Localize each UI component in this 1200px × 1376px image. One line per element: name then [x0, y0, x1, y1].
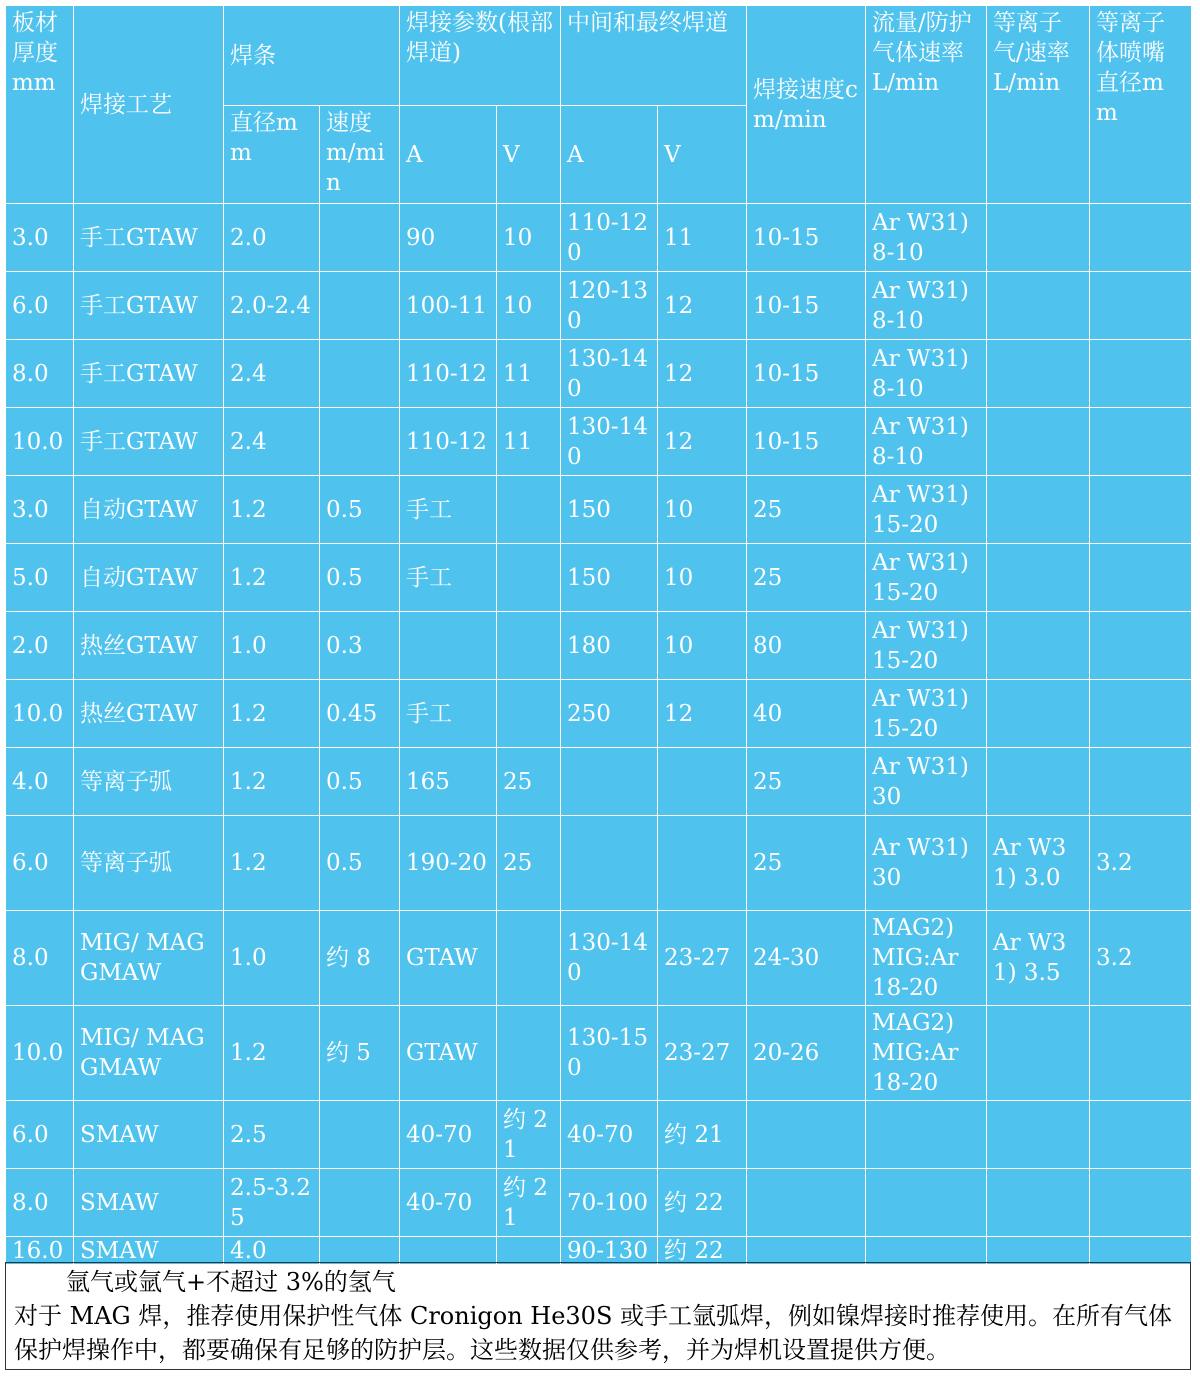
- header-diameter: 直径mm: [224, 106, 320, 204]
- cell-process: 自动GTAW: [74, 544, 224, 612]
- cell-fill-volts: 23-27: [658, 911, 747, 1006]
- cell-thickness: 8.0: [6, 340, 74, 408]
- cell-gas-flow: Ar W31) 8-10: [866, 204, 987, 272]
- cell-weld-speed: 40: [747, 680, 866, 748]
- cell-thickness: 3.0: [6, 476, 74, 544]
- table-row: [6, 911, 1192, 1006]
- cell-weld-speed: [747, 1101, 866, 1169]
- cell-root-volts: 25: [497, 816, 561, 911]
- cell-thickness: 8.0: [6, 911, 74, 1006]
- cell-process: 手工GTAW: [74, 204, 224, 272]
- table-row: [6, 1006, 1192, 1101]
- cell-feed-speed: 约 5: [320, 1006, 400, 1101]
- welding-parameters-table: [5, 5, 1192, 1265]
- cell-plasma-gas: [987, 204, 1090, 272]
- cell-gas-flow: [866, 1169, 987, 1237]
- cell-process: 手工GTAW: [74, 272, 224, 340]
- cell-feed-speed: [320, 1169, 400, 1237]
- cell-root-volts: 约 21: [497, 1169, 561, 1237]
- cell-diameter: 1.2: [224, 544, 320, 612]
- cell-root-volts: [497, 1237, 561, 1265]
- cell-diameter: 1.2: [224, 748, 320, 816]
- cell-thickness: 2.0: [6, 612, 74, 680]
- cell-process: SMAW: [74, 1169, 224, 1237]
- header-root-amps: A: [400, 106, 497, 204]
- cell-feed-speed: 0.5: [320, 476, 400, 544]
- cell-feed-speed: 0.45: [320, 680, 400, 748]
- cell-diameter: 4.0: [224, 1237, 320, 1265]
- cell-fill-volts: 12: [658, 408, 747, 476]
- cell-root-amps: 90: [400, 204, 497, 272]
- table-body: [6, 204, 1192, 1265]
- table-row: [6, 748, 1192, 816]
- footnote-gas: 氩气或氩气+不超过 3%的氢气: [66, 1268, 396, 1296]
- cell-diameter: 1.2: [224, 476, 320, 544]
- cell-thickness: 10.0: [6, 1006, 74, 1101]
- cell-weld-speed: 10-15: [747, 204, 866, 272]
- cell-thickness: 6.0: [6, 1101, 74, 1169]
- cell-plasma-gas: [987, 476, 1090, 544]
- cell-fill-volts: 约 22: [658, 1237, 747, 1265]
- cell-gas-flow: Ar W31) 15-20: [866, 544, 987, 612]
- cell-plasma-nozzle: [1090, 1169, 1192, 1237]
- cell-plasma-nozzle: [1090, 1006, 1192, 1101]
- cell-weld-speed: 24-30: [747, 911, 866, 1006]
- cell-fill-amps: [561, 816, 658, 911]
- cell-root-amps: [400, 1237, 497, 1265]
- cell-process: 自动GTAW: [74, 476, 224, 544]
- table-row: [6, 476, 1192, 544]
- header-gas-flow: 流量/防护气体速率L/min: [866, 6, 987, 204]
- cell-fill-volts: 12: [658, 680, 747, 748]
- cell-thickness: 10.0: [6, 408, 74, 476]
- cell-thickness: 16.0: [6, 1237, 74, 1265]
- cell-weld-speed: 80: [747, 612, 866, 680]
- cell-root-amps: 165: [400, 748, 497, 816]
- cell-plasma-gas: [987, 748, 1090, 816]
- cell-plasma-gas: [987, 340, 1090, 408]
- cell-root-volts: [497, 680, 561, 748]
- cell-fill-volts: 10: [658, 476, 747, 544]
- cell-plasma-nozzle: 3.2: [1090, 816, 1192, 911]
- cell-feed-speed: 0.3: [320, 612, 400, 680]
- cell-fill-amps: 120-130: [561, 272, 658, 340]
- cell-thickness: 10.0: [6, 680, 74, 748]
- cell-gas-flow: Ar W31) 8-10: [866, 408, 987, 476]
- cell-gas-flow: Ar W31) 30: [866, 748, 987, 816]
- cell-diameter: 1.2: [224, 1006, 320, 1101]
- cell-gas-flow: [866, 1237, 987, 1265]
- cell-feed-speed: 0.5: [320, 816, 400, 911]
- cell-fill-amps: [561, 748, 658, 816]
- cell-fill-volts: 10: [658, 612, 747, 680]
- cell-root-volts: [497, 476, 561, 544]
- header-thickness: 板材厚度mm: [6, 6, 74, 204]
- cell-process: SMAW: [74, 1101, 224, 1169]
- table-row: [6, 272, 1192, 340]
- cell-fill-amps: 130-140: [561, 340, 658, 408]
- cell-gas-flow: MAG2) MIG:Ar 18-20: [866, 1006, 987, 1101]
- cell-diameter: 2.5-3.25: [224, 1169, 320, 1237]
- cell-weld-speed: 25: [747, 476, 866, 544]
- header-fill-volts: V: [658, 106, 747, 204]
- cell-plasma-nozzle: [1090, 340, 1192, 408]
- cell-feed-speed: [320, 1101, 400, 1169]
- cell-root-amps: GTAW: [400, 911, 497, 1006]
- cell-root-amps: 40-70: [400, 1169, 497, 1237]
- cell-fill-volts: [658, 816, 747, 911]
- table-row: [6, 612, 1192, 680]
- header-plasma-gas: 等离子气/速率L/min: [987, 6, 1090, 204]
- cell-plasma-gas: [987, 1237, 1090, 1265]
- cell-fill-amps: 130-150: [561, 1006, 658, 1101]
- cell-weld-speed: 25: [747, 748, 866, 816]
- cell-diameter: 2.0-2.4: [224, 272, 320, 340]
- cell-root-amps: 190-20: [400, 816, 497, 911]
- cell-root-amps: 40-70: [400, 1101, 497, 1169]
- cell-process: 手工GTAW: [74, 408, 224, 476]
- cell-diameter: 1.2: [224, 680, 320, 748]
- cell-plasma-gas: [987, 612, 1090, 680]
- table-row: [6, 680, 1192, 748]
- cell-fill-amps: 130-140: [561, 911, 658, 1006]
- table-row: [6, 204, 1192, 272]
- cell-gas-flow: Ar W31) 15-20: [866, 612, 987, 680]
- cell-plasma-gas: [987, 408, 1090, 476]
- cell-feed-speed: 0.5: [320, 544, 400, 612]
- cell-feed-speed: 约 8: [320, 911, 400, 1006]
- cell-diameter: 1.0: [224, 911, 320, 1006]
- cell-thickness: 6.0: [6, 816, 74, 911]
- cell-process: 热丝GTAW: [74, 680, 224, 748]
- cell-gas-flow: Ar W31) 30: [866, 816, 987, 911]
- cell-plasma-gas: Ar W31) 3.0: [987, 816, 1090, 911]
- cell-thickness: 6.0: [6, 272, 74, 340]
- cell-plasma-nozzle: [1090, 204, 1192, 272]
- cell-weld-speed: [747, 1169, 866, 1237]
- cell-diameter: 2.4: [224, 408, 320, 476]
- header-feed-speed: 速度m/min: [320, 106, 400, 204]
- header-fill-amps: A: [561, 106, 658, 204]
- cell-root-volts: 25: [497, 748, 561, 816]
- cell-fill-amps: 130-140: [561, 408, 658, 476]
- cell-plasma-gas: [987, 1101, 1090, 1169]
- cell-root-volts: 10: [497, 272, 561, 340]
- cell-diameter: 1.2: [224, 816, 320, 911]
- cell-weld-speed: 25: [747, 544, 866, 612]
- header-root-volts: V: [497, 106, 561, 204]
- cell-thickness: 4.0: [6, 748, 74, 816]
- table-row: [6, 1101, 1192, 1169]
- cell-fill-volts: 11: [658, 204, 747, 272]
- cell-plasma-nozzle: [1090, 1101, 1192, 1169]
- cell-root-amps: 手工: [400, 476, 497, 544]
- cell-fill-volts: 约 21: [658, 1101, 747, 1169]
- cell-fill-amps: 70-100: [561, 1169, 658, 1237]
- cell-fill-amps: 250: [561, 680, 658, 748]
- cell-fill-volts: 约 22: [658, 1169, 747, 1237]
- header-plasma-nozzle: 等离子体喷嘴直径mm: [1090, 6, 1192, 204]
- cell-feed-speed: [320, 340, 400, 408]
- table-row: [6, 544, 1192, 612]
- cell-root-amps: [400, 612, 497, 680]
- cell-fill-amps: 150: [561, 476, 658, 544]
- header-process: 焊接工艺: [74, 6, 224, 204]
- cell-gas-flow: Ar W31) 8-10: [866, 272, 987, 340]
- cell-plasma-nozzle: [1090, 476, 1192, 544]
- cell-diameter: 2.0: [224, 204, 320, 272]
- cell-plasma-nozzle: [1090, 544, 1192, 612]
- cell-plasma-gas: Ar W31) 3.5: [987, 911, 1090, 1006]
- cell-weld-speed: 10-15: [747, 340, 866, 408]
- cell-weld-speed: [747, 1237, 866, 1265]
- cell-root-volts: [497, 1006, 561, 1101]
- cell-feed-speed: 0.5: [320, 748, 400, 816]
- cell-weld-speed: 10-15: [747, 272, 866, 340]
- cell-process: SMAW: [74, 1237, 224, 1265]
- cell-process: 手工GTAW: [74, 340, 224, 408]
- cell-root-volts: 11: [497, 408, 561, 476]
- cell-fill-amps: 90-130: [561, 1237, 658, 1265]
- table-row: [6, 340, 1192, 408]
- cell-process: 等离子弧: [74, 816, 224, 911]
- cell-root-volts: [497, 911, 561, 1006]
- cell-fill-volts: 12: [658, 340, 747, 408]
- cell-process: MIG/ MAG GMAW: [74, 911, 224, 1006]
- footnote-mag: 对于 MAG 焊，推荐使用保护性气体 Cronigon He30S 或手工氩弧焊，例如镍焊接时推荐使用。在所有气体保护焊操作中，都要确保有足够的防护层。这些数据仅供参考，并为焊机设置提供方便。: [14, 1302, 1173, 1364]
- cell-process: 等离子弧: [74, 748, 224, 816]
- cell-root-amps: 手工: [400, 544, 497, 612]
- cell-plasma-nozzle: [1090, 680, 1192, 748]
- cell-plasma-nozzle: [1090, 272, 1192, 340]
- cell-diameter: 1.0: [224, 612, 320, 680]
- table-row: [6, 1237, 1192, 1265]
- cell-root-amps: 110-12: [400, 340, 497, 408]
- cell-diameter: 2.5: [224, 1101, 320, 1169]
- header-electrode: 焊条: [224, 6, 400, 106]
- cell-plasma-nozzle: 3.2: [1090, 911, 1192, 1006]
- cell-weld-speed: 20-26: [747, 1006, 866, 1101]
- cell-feed-speed: [320, 272, 400, 340]
- cell-gas-flow: [866, 1101, 987, 1169]
- cell-plasma-gas: [987, 272, 1090, 340]
- cell-diameter: 2.4: [224, 340, 320, 408]
- cell-root-volts: [497, 544, 561, 612]
- cell-gas-flow: Ar W31) 15-20: [866, 476, 987, 544]
- cell-thickness: 5.0: [6, 544, 74, 612]
- cell-plasma-gas: [987, 1006, 1090, 1101]
- cell-fill-volts: 12: [658, 272, 747, 340]
- header-fill-passes: 中间和最终焊道: [561, 6, 747, 106]
- table-row: [6, 816, 1192, 911]
- cell-gas-flow: Ar W31) 15-20: [866, 680, 987, 748]
- cell-plasma-nozzle: [1090, 1237, 1192, 1265]
- footnote-box: [5, 1262, 1191, 1370]
- cell-root-volts: 10: [497, 204, 561, 272]
- cell-process: 热丝GTAW: [74, 612, 224, 680]
- cell-thickness: 8.0: [6, 1169, 74, 1237]
- cell-plasma-nozzle: [1090, 748, 1192, 816]
- header-row-top: [6, 6, 1192, 106]
- cell-gas-flow: Ar W31) 8-10: [866, 340, 987, 408]
- cell-root-amps: GTAW: [400, 1006, 497, 1101]
- header-root-params: 焊接参数(根部焊道): [400, 6, 561, 106]
- cell-plasma-nozzle: [1090, 612, 1192, 680]
- cell-root-volts: 约 21: [497, 1101, 561, 1169]
- cell-fill-volts: [658, 748, 747, 816]
- cell-root-volts: 11: [497, 340, 561, 408]
- table-row: [6, 1169, 1192, 1237]
- cell-plasma-gas: [987, 544, 1090, 612]
- cell-root-amps: 110-12: [400, 408, 497, 476]
- cell-fill-amps: 110-120: [561, 204, 658, 272]
- cell-fill-amps: 40-70: [561, 1101, 658, 1169]
- cell-feed-speed: [320, 1237, 400, 1265]
- cell-gas-flow: MAG2) MIG:Ar 18-20: [866, 911, 987, 1006]
- cell-plasma-gas: [987, 680, 1090, 748]
- cell-weld-speed: 10-15: [747, 408, 866, 476]
- cell-fill-volts: 23-27: [658, 1006, 747, 1101]
- table-row: [6, 408, 1192, 476]
- cell-fill-amps: 180: [561, 612, 658, 680]
- cell-plasma-gas: [987, 1169, 1090, 1237]
- cell-fill-amps: 150: [561, 544, 658, 612]
- header-weld-speed: 焊接速度cm/min: [747, 6, 866, 204]
- cell-root-volts: [497, 612, 561, 680]
- cell-root-amps: 100-11: [400, 272, 497, 340]
- cell-plasma-nozzle: [1090, 408, 1192, 476]
- cell-fill-volts: 10: [658, 544, 747, 612]
- cell-feed-speed: [320, 408, 400, 476]
- cell-feed-speed: [320, 204, 400, 272]
- cell-weld-speed: 25: [747, 816, 866, 911]
- cell-process: MIG/ MAG GMAW: [74, 1006, 224, 1101]
- cell-thickness: 3.0: [6, 204, 74, 272]
- cell-root-amps: 手工: [400, 680, 497, 748]
